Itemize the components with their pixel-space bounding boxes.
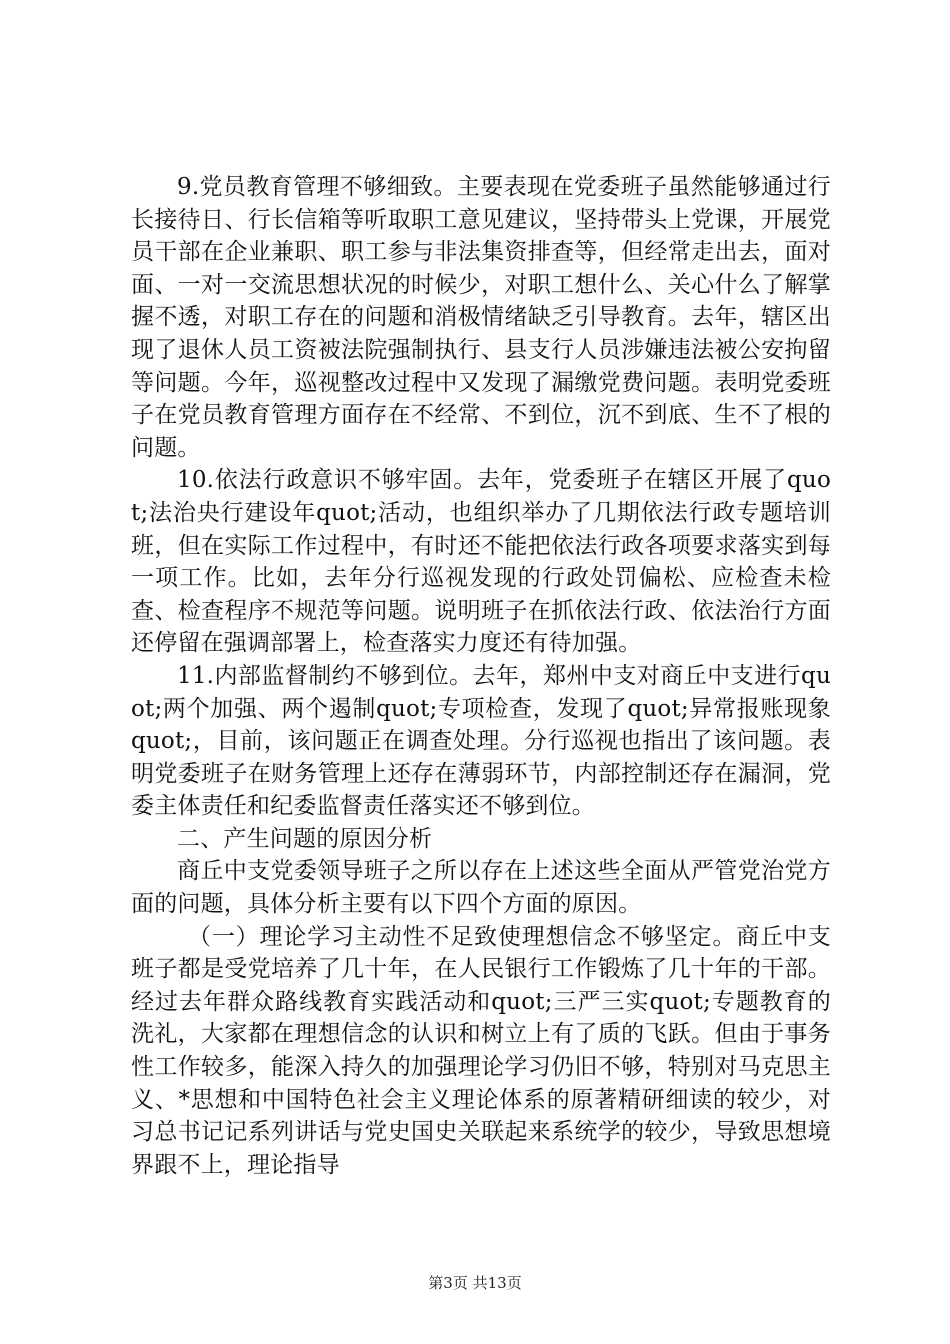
paragraph-11-internal-supervision: 11.内部监督制约不够到位。去年，郑州中支对商丘中支进行quot;两个加强、两个遏制quot;专项检查，发现了quot;异常报账现象quot;，目前，该问题正在调查处理。分行巡视也指出了该问题。表明党委班子在财务管理上还存在薄弱环节，内部控制还存在漏洞，党委主体责任和纪委监督责任落实还不够到位。 — [131, 662, 831, 820]
paragraph-9-party-education: 9.党员教育管理不够细致。主要表现在党委班子虽然能够通过行长接待日、行长信箱等听取职工意见建议，坚持带头上党课，开展党员干部在企业兼职、职工参与非法集资排查等，但经常走出去，面对面、一对一交流思想状况的时候少，对职工想什么、关心什么了解掌握不透，对职工存在的问题和消极情绪缺乏引导教育。去年，辖区出现了退休人员工资被法院强制执行、县支行人员涉嫌违法被公安拘留等问题。今年，巡视整改过程中又发现了漏缴党费问题。表明党委班子在党员教育管理方面存在不经常、不到位，沉不到底、生不了根的问题。 — [131, 174, 831, 461]
page-footer: 第3页 共13页 — [428, 1274, 522, 1292]
document-body — [131, 171, 831, 1181]
paragraph-cause-summary: 商丘中支党委领导班子之所以存在上述这些全面从严管党治党方面的问题，具体分析主要有以下四个方面的原因。 — [131, 858, 831, 918]
section-heading-cause-analysis: 二、产生问题的原因分析 — [177, 825, 433, 852]
paragraph-cause-1-theory-study: （一）理论学习主动性不足致使理想信念不够坚定。商丘中支班子都是受党培养了几十年，在人民银行工作锻炼了几十年的干部。经过去年群众路线教育实践活动和quot;三严三实quot;专题教育的洗礼，大家都在理想信念的认识和树立上有了质的飞跃。但由于事务性工作较多，能深入持久的加强理论学习仍旧不够，特别对马克思主义、*思想和中国特色社会主义理论体系的原著精研细读的较少，对习总书记记系列讲话与党史国史关联起来系统学的较少，导致思想境界跟不上，理论指导 — [131, 923, 831, 1178]
paragraph-10-law-administration: 10.依法行政意识不够牢固。去年，党委班子在辖区开展了quot;法治央行建设年quot;活动，也组织举办了几期依法行政专题培训班，但在实际工作过程中，有时还不能把依法行政各项要求落实到每一项工作。比如，去年分行巡视发现的行政处罚偏松、应检查未检查、检查程序不规范等问题。说明班子在抓依法行政、依法治行方面还停留在强调部署上，检查落实力度还有待加强。 — [131, 467, 831, 657]
